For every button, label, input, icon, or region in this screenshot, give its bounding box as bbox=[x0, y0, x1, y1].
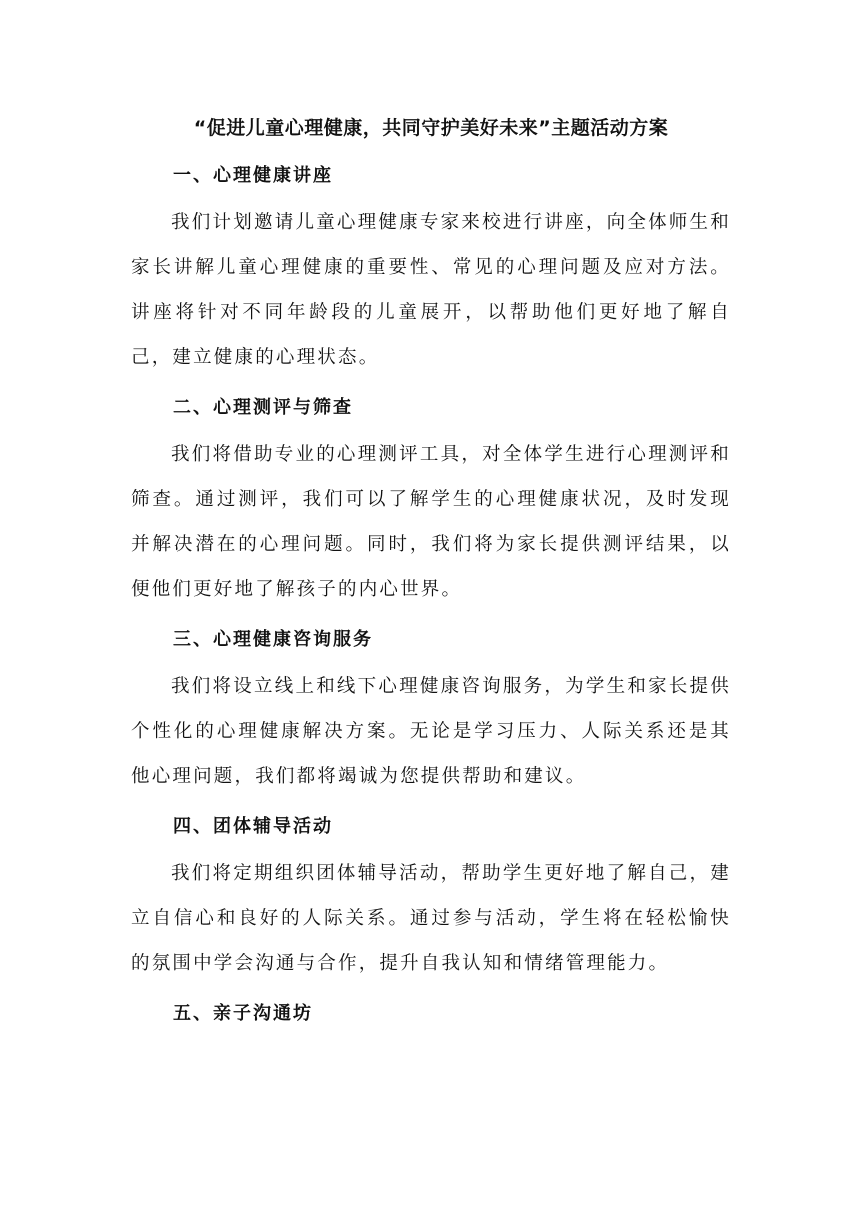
section-paragraph: 我们将设立线上和线下心理健康咨询服务，为学生和家长提供个性化的心理健康解决方案。无论是学习压力、人际关系还是其他心理问题，我们都将竭诚为您提供帮助和建议。 bbox=[131, 676, 731, 787]
section-lecture bbox=[131, 156, 731, 380]
section-counseling bbox=[131, 620, 731, 799]
section-paragraph: 我们将定期组织团体辅导活动，帮助学生更好地了解自己，建立自信心和良好的人际关系。通过参与活动，学生将在轻松愉快的氛围中学会沟通与合作，提升自我认知和情绪管理能力。 bbox=[131, 863, 731, 974]
section-heading: 二、心理测评与筛查 bbox=[173, 397, 353, 418]
section-heading: 四、团体辅导活动 bbox=[173, 816, 333, 837]
section-parent-child bbox=[131, 994, 731, 1034]
section-heading: 三、心理健康咨询服务 bbox=[173, 629, 373, 650]
section-assessment bbox=[131, 388, 731, 612]
section-paragraph: 我们将借助专业的心理测评工具，对全体学生进行心理测评和筛查。通过测评，我们可以了解学生的心理健康状况，及时发现并解决潜在的心理问题。同时，我们将为家长提供测评结果，以便他们更好地了解孩子的内心世界。 bbox=[131, 444, 731, 600]
document-body bbox=[131, 108, 731, 1034]
section-group-activity bbox=[131, 807, 731, 986]
section-heading: 五、亲子沟通坊 bbox=[173, 1003, 313, 1024]
section-heading: 一、心理健康讲座 bbox=[173, 165, 333, 186]
section-paragraph: 我们计划邀请儿童心理健康专家来校进行讲座，向全体师生和家长讲解儿童心理健康的重要性、常见的心理问题及应对方法。讲座将针对不同年龄段的儿童展开，以帮助他们更好地了解自己，建立健康的心理状态。 bbox=[131, 212, 731, 368]
document-title: “促进儿童心理健康，共同守护美好未来”主题活动方案 bbox=[193, 117, 669, 139]
